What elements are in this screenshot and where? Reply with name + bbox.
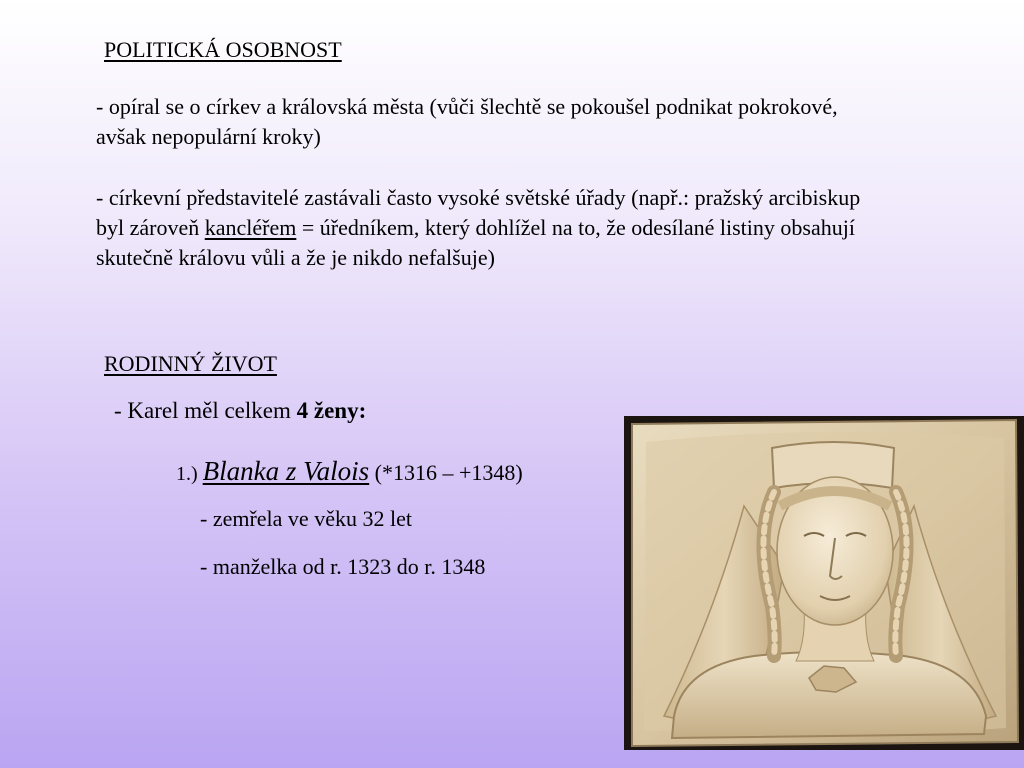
wife1-detail-age: - zemřela ve věku 32 let [200, 506, 412, 531]
wives-count-line [114, 398, 366, 424]
wife1-number: 1.) [176, 463, 203, 485]
wife1-dates: (*1316 – +1348) [369, 460, 523, 485]
paragraph-church-officials-text-2: = úředníkem, který dohlížel na to, že odesílané listiny obsahují skutečně královu vůli a že je nikdo nefalšuje) [96, 215, 855, 270]
paragraph-church-officials [96, 183, 866, 273]
heading-political-personality: POLITICKÁ OSOBNOST [104, 37, 342, 62]
wives-count-bold: 4 ženy: [296, 398, 367, 423]
wives-count-prefix: - Karel měl celkem [114, 398, 297, 423]
term-chancellor: kancléřem [204, 215, 297, 240]
heading-family-life: RODINNÝ ŽIVOT [104, 351, 277, 376]
wife1-name: Blanka z Valois [202, 456, 370, 486]
paragraph-church-officials-text-1: - církevní představitelé zastávali často vysoké světské úřady (např.: pražský arcibiskup byl zároveň [96, 185, 861, 240]
wife1-detail-marriage: - manželka od r. 1323 do r. 1348 [200, 554, 486, 579]
paragraph-church-and-towns: - opíral se o církev a královská města (vůči šlechtě se pokoušel podnikat pokrokové, avšak nepopulární kroky) [96, 94, 838, 149]
relief-bust-photo [624, 416, 1024, 750]
wife1-line [176, 456, 523, 487]
relief-bust-illustration [624, 416, 1024, 750]
